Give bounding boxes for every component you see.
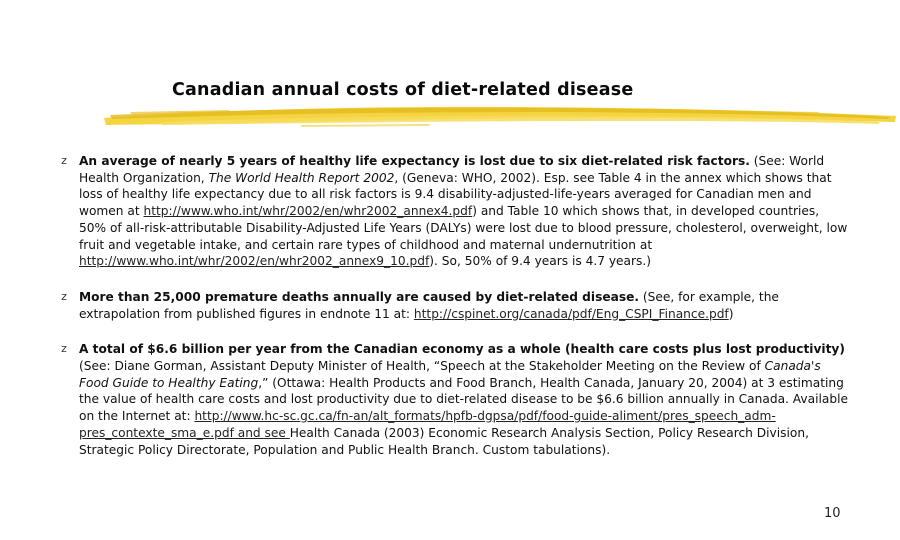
bullet-2-text-a: (See, for example, the extrapolation from published figures in endnote 11 at: — [79, 289, 779, 321]
bullet-2-headline: More than 25,000 premature deaths annually are caused by diet-related disease. — [79, 289, 639, 304]
cspi-finance-link[interactable]: http://cspinet.org/canada/pdf/Eng_CSPI_Finance.pdf — [413, 306, 729, 321]
bullet-1-text-d: ). So, 50% of 9.4 years is 4.7 years.) — [429, 254, 652, 269]
who-annex4-link[interactable]: http://www.who.int/whr/2002/en/whr2002_annex4.pdf — [143, 204, 473, 219]
bullet-item-economic-cost — [58, 341, 848, 458]
hc-sc-speech-link[interactable]: http://www.hc-sc.gc.ca/fn-an/alt_formats/hpfb-dgpsa/pdf/food-guide-aliment/pres_speech_adm-pres_contexte_sma_e.pdf and see — [79, 409, 776, 440]
who-annex9-10-link[interactable]: http://www.who.int/whr/2002/en/whr2002_annex9_10.pdf — [79, 254, 430, 269]
bullet-1-headline: An average of nearly 5 years of healthy life expectancy is lost due to six diet-related risk factors. — [79, 154, 750, 168]
bullet-1-text-c: ) and Table 10 which shows that, in developed countries, 50% of all-risk-attributable Disability-Adjusted Life Years (DALYs) were lost due to blood pressure, cholesterol, overweight, low fruit and vegetable intake, and certain rare types of childhood and maternal undernutrition at — [79, 204, 848, 252]
page-number: 10 — [824, 506, 841, 521]
bullet-3-italic: Canada's Food Guide to Healthy Eating — [79, 359, 821, 390]
bullet-list — [58, 153, 848, 477]
bullet-marker-icon: z — [61, 154, 67, 167]
bullet-marker-icon: z — [61, 289, 67, 303]
bullet-marker-icon: z — [61, 342, 67, 356]
yellow-brush-underline — [100, 98, 900, 132]
bullet-3-text-b: ,” (Ottawa: Health Products and Food Branch, Health Canada, January 20, 2004) at 3 estimating the value of health care costs and lost productivity due to diet-related disease to be $6.6 billion annually in Canada. Available on the Internet at: — [79, 375, 848, 424]
bullet-item-life-expectancy — [58, 153, 848, 270]
bullet-item-premature-deaths — [58, 289, 848, 322]
bullet-3-text-a: (See: Diane Gorman, Assistant Deputy Minister of Health, “Speech at the Stakeholder Meeting on the Review of — [79, 359, 765, 374]
bullet-3-text-c: Health Canada (2003) Economic Research Analysis Section, Policy Research Division, Strategic Policy Directorate, Population and Public Health Branch. Custom tabulations). — [79, 425, 809, 457]
bullet-3-headline: A total of $6.6 billion per year from the Canadian economy as a whole (health care costs plus lost productivity) — [79, 342, 845, 357]
bullet-1-text-b: , (Geneva: WHO, 2002). Esp. see Table 4 in the annex which shows that loss of healthy life expectancy due to all risk factors is 9.4 disability-adjusted-life-years averaged for Canadian men and women at — [79, 170, 832, 219]
bullet-1-text-a: (See: World Health Organization, — [79, 154, 825, 185]
slide-title: Canadian annual costs of diet-related disease — [172, 80, 634, 100]
bullet-1-italic: The World Health Report 2002 — [208, 170, 395, 185]
bullet-2-text-b: ) — [728, 306, 734, 321]
